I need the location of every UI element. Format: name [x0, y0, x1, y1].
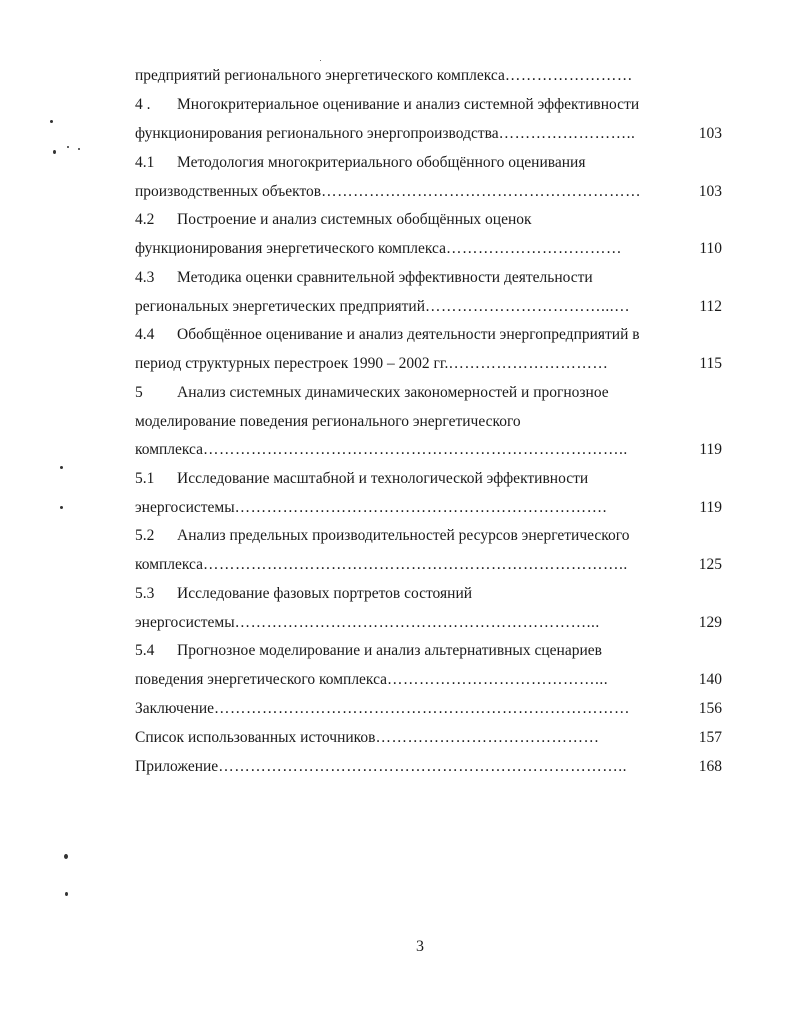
toc-entry-5-2-page: 125	[698, 556, 722, 573]
scan-speck	[67, 146, 69, 148]
scan-speck	[64, 854, 68, 859]
toc-conclusion: Заключение……………………………………………………………………	[135, 700, 631, 717]
toc-entry-4-3-title: 4.3 Методика оценки сравнительной эффективности деятельности	[135, 269, 593, 286]
toc-entry-5-2-title: 5.2 Анализ предельных производительностей ресурсов энергетического	[135, 527, 630, 544]
toc-references: Список использованных источников……………………………………	[135, 729, 600, 746]
toc-entry-4-4-page: 115	[699, 355, 722, 372]
toc-entry-4-4-title: 4.4 Обобщённое оценивание и анализ деятельности энергопредприятий в	[135, 326, 640, 343]
toc-references-page: 157	[698, 729, 722, 746]
toc-entry-4-3-cont: региональных энергетических предприятий……………………………...…	[135, 298, 631, 315]
page-number: 3	[416, 938, 424, 955]
toc-entry-4-2-title: 4.2 Построение и анализ системных обобщённых оценок	[135, 211, 532, 228]
toc-entry-5-page: 119	[699, 441, 722, 458]
toc-entry-5-title: 5 Анализ системных динамических закономерностей и прогнозное	[135, 384, 609, 401]
toc-appendix-page: 168	[698, 758, 722, 775]
toc-entry-4-3-page: 112	[699, 298, 722, 315]
scan-speck	[50, 120, 53, 123]
toc-entry-5-1-title: 5.1 Исследование масштабной и технологической эффективности	[135, 470, 589, 487]
toc-entry-4-cont: функционирования регионального энергопроизводства……………………..	[135, 125, 636, 142]
toc-entry-4-2-page: 110	[699, 240, 722, 257]
toc-entry-5-2-cont: комплекса……………………………………………………………………..	[135, 556, 628, 573]
toc-entry-5-4-cont: поведения энергетического комплекса…………………………………...	[135, 671, 609, 688]
toc-entry-5-3-page: 129	[698, 614, 722, 631]
toc-entry-4-title: 4 . Многокритериальное оценивание и анализ системной эффективности	[135, 96, 640, 113]
toc-entry-5-3-cont: энергосистемы…………………………………………………………...	[135, 614, 600, 631]
toc-continuation: предприятий регионального энергетического комплекса……………………	[135, 67, 633, 84]
toc-entry-4-1-page: 103	[698, 183, 722, 200]
scan-speck	[60, 506, 63, 509]
toc-entry-5-1-cont: энергосистемы…………………………………………………………….	[135, 499, 607, 516]
toc-entry-4-1-title: 4.1 Методология многокритериального обобщённого оценивания	[135, 154, 586, 171]
scan-speck	[320, 60, 321, 61]
scan-speck	[53, 150, 56, 154]
toc-entry-5-4-title: 5.4 Прогнозное моделирование и анализ альтернативных сценариев	[135, 642, 602, 659]
toc-entry-5-cont: комплекса……………………………………………………………………..	[135, 441, 628, 458]
toc-entry-4-page: 103	[698, 125, 722, 142]
toc-entry-5-3-title: 5.3 Исследование фазовых портретов состояний	[135, 585, 473, 602]
scan-speck	[60, 466, 63, 469]
toc-entry-4-4-cont: период структурных перестроек 1990 – 2002 гг.…………………………	[135, 355, 609, 372]
toc-entry-4-2-cont: функционирования энергетического комплекса……………………………	[135, 240, 622, 257]
scan-speck	[65, 892, 68, 896]
toc-conclusion-page: 156	[698, 700, 722, 717]
toc-entry-4-1-cont: производственных объектов……………………………………………………	[135, 183, 642, 200]
scan-speck	[78, 148, 80, 150]
toc-entry-5-title-2: моделирование поведения регионального энергетического	[135, 413, 521, 430]
toc-entry-5-1-page: 119	[699, 499, 722, 516]
toc-entry-5-4-page: 140	[698, 671, 722, 688]
toc-appendix: Приложение…………………………………………………………………..	[135, 758, 627, 775]
